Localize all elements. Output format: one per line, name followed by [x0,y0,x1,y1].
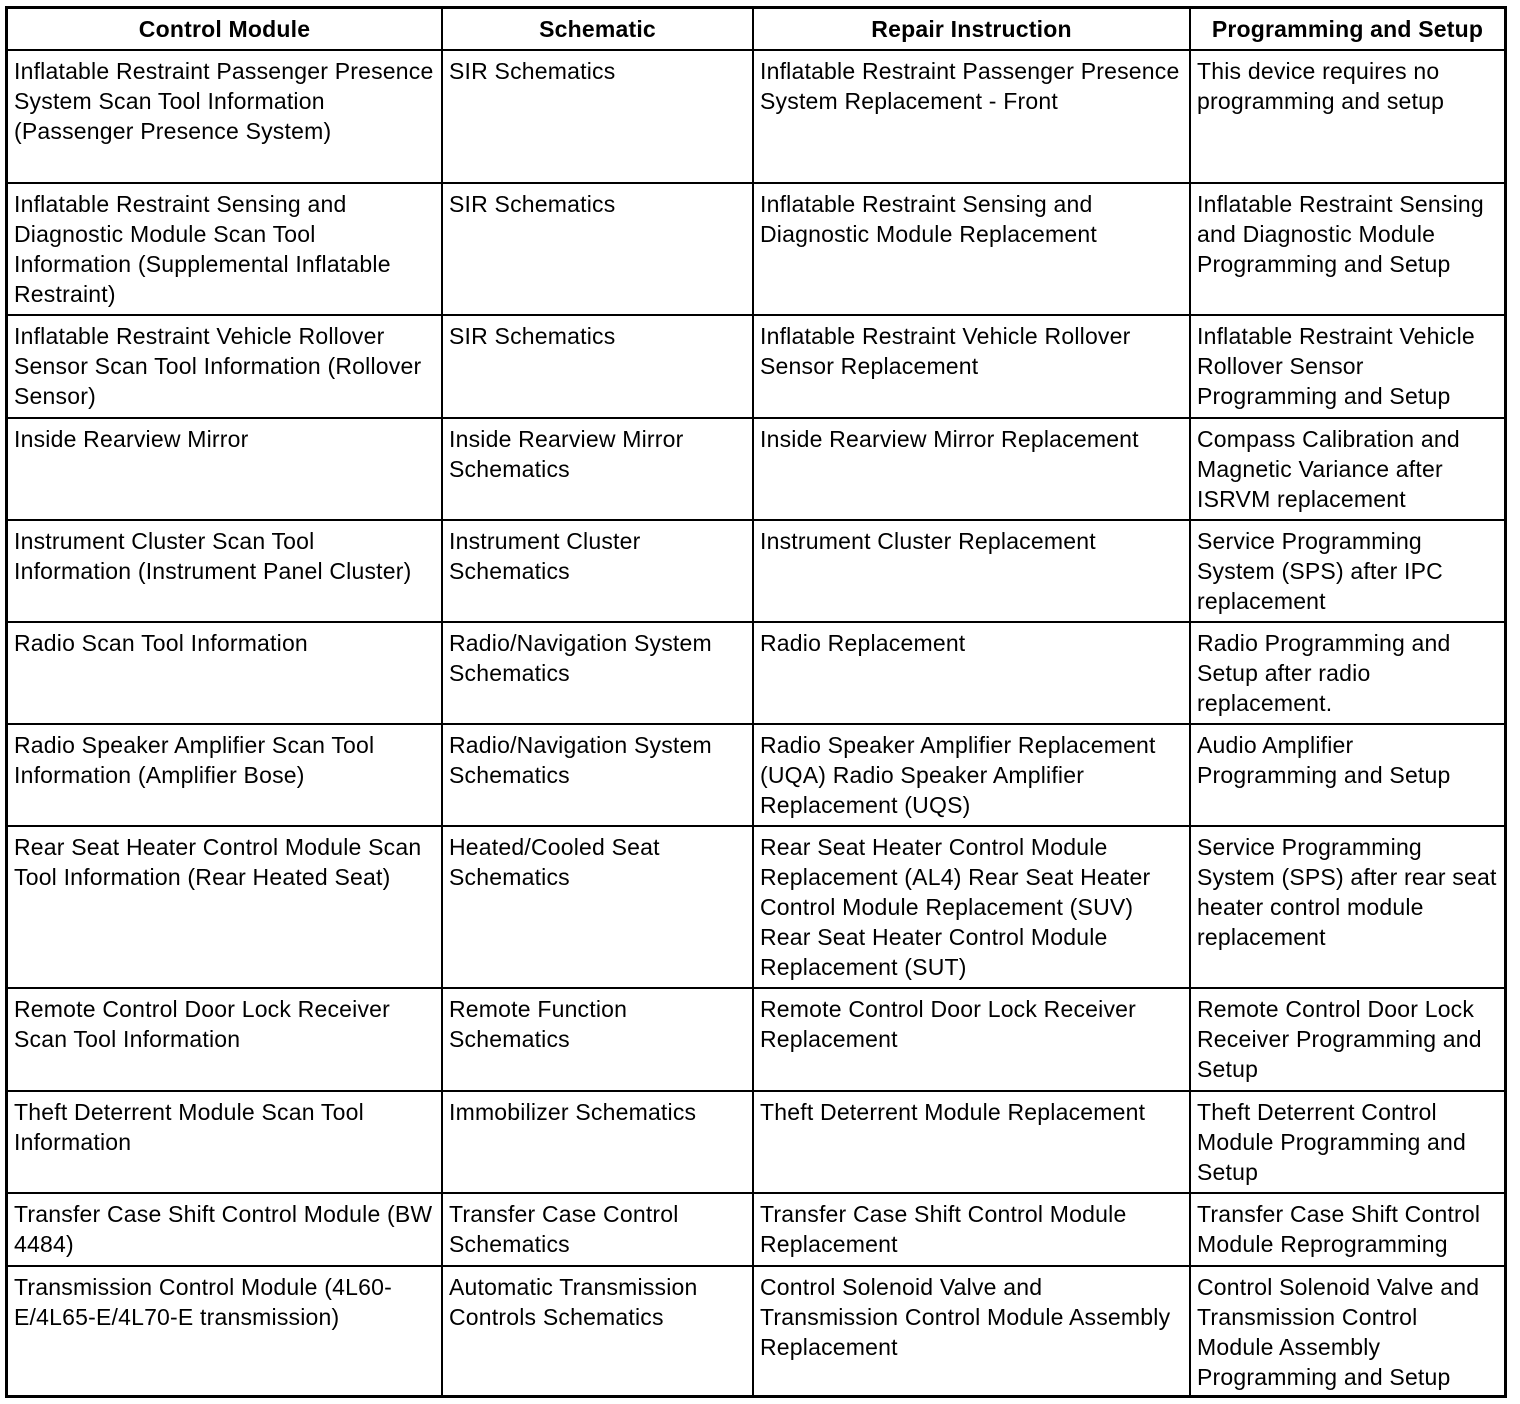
cell-repair-instruction: Inflatable Restraint Vehicle Rollover Sensor Replacement [753,315,1190,418]
cell-control-module: Theft Deterrent Module Scan Tool Information [8,1091,442,1193]
cell-repair-instruction: Remote Control Door Lock Receiver Replacement [753,988,1190,1091]
table-row [8,50,1504,183]
cell-schematic: Radio/Navigation System Schematics [442,622,753,724]
table-row [8,418,1504,520]
cell-programming-and-setup: Service Programming System (SPS) after rear seat heater control module replacement [1190,826,1504,988]
table-row [8,1091,1504,1193]
cell-control-module: Inflatable Restraint Passenger Presence System Scan Tool Information (Passenger Presence System) [8,50,442,183]
control-module-table [8,9,1504,1398]
table-row [8,1266,1504,1398]
cell-repair-instruction: Radio Replacement [753,622,1190,724]
cell-programming-and-setup: Inflatable Restraint Sensing and Diagnostic Module Programming and Setup [1190,183,1504,315]
cell-schematic: Remote Function Schematics [442,988,753,1091]
cell-schematic: Radio/Navigation System Schematics [442,724,753,826]
cell-programming-and-setup: This device requires no programming and setup [1190,50,1504,183]
table-row [8,724,1504,826]
control-module-table-frame [5,6,1507,1398]
cell-repair-instruction: Theft Deterrent Module Replacement [753,1091,1190,1193]
table-row [8,988,1504,1091]
cell-repair-instruction: Radio Speaker Amplifier Replacement (UQA) Radio Speaker Amplifier Replacement (UQS) [753,724,1190,826]
cell-schematic: Immobilizer Schematics [442,1091,753,1193]
table-row [8,622,1504,724]
table-row [8,520,1504,622]
cell-repair-instruction: Inflatable Restraint Sensing and Diagnostic Module Replacement [753,183,1190,315]
cell-schematic: SIR Schematics [442,315,753,418]
cell-programming-and-setup: Control Solenoid Valve and Transmission Control Module Assembly Programming and Setup [1190,1266,1504,1398]
table-row [8,1193,1504,1266]
cell-programming-and-setup: Theft Deterrent Control Module Programming and Setup [1190,1091,1504,1193]
cell-schematic: SIR Schematics [442,183,753,315]
header-schematic: Schematic [442,9,753,50]
cell-programming-and-setup: Remote Control Door Lock Receiver Programming and Setup [1190,988,1504,1091]
cell-control-module: Inflatable Restraint Sensing and Diagnostic Module Scan Tool Information (Supplemental Inflatable Restraint) [8,183,442,315]
cell-control-module: Transmission Control Module (4L60-E/4L65-E/4L70-E transmission) [8,1266,442,1398]
cell-schematic: Heated/Cooled Seat Schematics [442,826,753,988]
cell-schematic: Transfer Case Control Schematics [442,1193,753,1266]
cell-repair-instruction: Inflatable Restraint Passenger Presence System Replacement - Front [753,50,1190,183]
cell-control-module: Radio Speaker Amplifier Scan Tool Information (Amplifier Bose) [8,724,442,826]
table-row [8,183,1504,315]
cell-programming-and-setup: Inflatable Restraint Vehicle Rollover Sensor Programming and Setup [1190,315,1504,418]
cell-programming-and-setup: Compass Calibration and Magnetic Variance after ISRVM replacement [1190,418,1504,520]
cell-programming-and-setup: Transfer Case Shift Control Module Reprogramming [1190,1193,1504,1266]
header-programming-and-setup: Programming and Setup [1190,9,1504,50]
cell-repair-instruction: Control Solenoid Valve and Transmission Control Module Assembly Replacement [753,1266,1190,1398]
header-repair-instruction: Repair Instruction [753,9,1190,50]
cell-repair-instruction: Inside Rearview Mirror Replacement [753,418,1190,520]
cell-schematic: SIR Schematics [442,50,753,183]
cell-control-module: Rear Seat Heater Control Module Scan Tool Information (Rear Heated Seat) [8,826,442,988]
header-row [8,9,1504,50]
cell-control-module: Remote Control Door Lock Receiver Scan Tool Information [8,988,442,1091]
table-row [8,826,1504,988]
header-control-module: Control Module [8,9,442,50]
cell-schematic: Inside Rearview Mirror Schematics [442,418,753,520]
table-row [8,315,1504,418]
cell-control-module: Inflatable Restraint Vehicle Rollover Sensor Scan Tool Information (Rollover Sensor) [8,315,442,418]
cell-repair-instruction: Instrument Cluster Replacement [753,520,1190,622]
cell-programming-and-setup: Audio Amplifier Programming and Setup [1190,724,1504,826]
cell-control-module: Transfer Case Shift Control Module (BW 4484) [8,1193,442,1266]
cell-control-module: Inside Rearview Mirror [8,418,442,520]
cell-control-module: Radio Scan Tool Information [8,622,442,724]
cell-schematic: Automatic Transmission Controls Schematics [442,1266,753,1398]
cell-repair-instruction: Transfer Case Shift Control Module Replacement [753,1193,1190,1266]
cell-programming-and-setup: Service Programming System (SPS) after IPC replacement [1190,520,1504,622]
cell-repair-instruction: Rear Seat Heater Control Module Replacement (AL4) Rear Seat Heater Control Module Replacement (SUV) Rear Seat Heater Control Module Replacement (SUT) [753,826,1190,988]
cell-schematic: Instrument Cluster Schematics [442,520,753,622]
cell-control-module: Instrument Cluster Scan Tool Information (Instrument Panel Cluster) [8,520,442,622]
cell-programming-and-setup: Radio Programming and Setup after radio replacement. [1190,622,1504,724]
